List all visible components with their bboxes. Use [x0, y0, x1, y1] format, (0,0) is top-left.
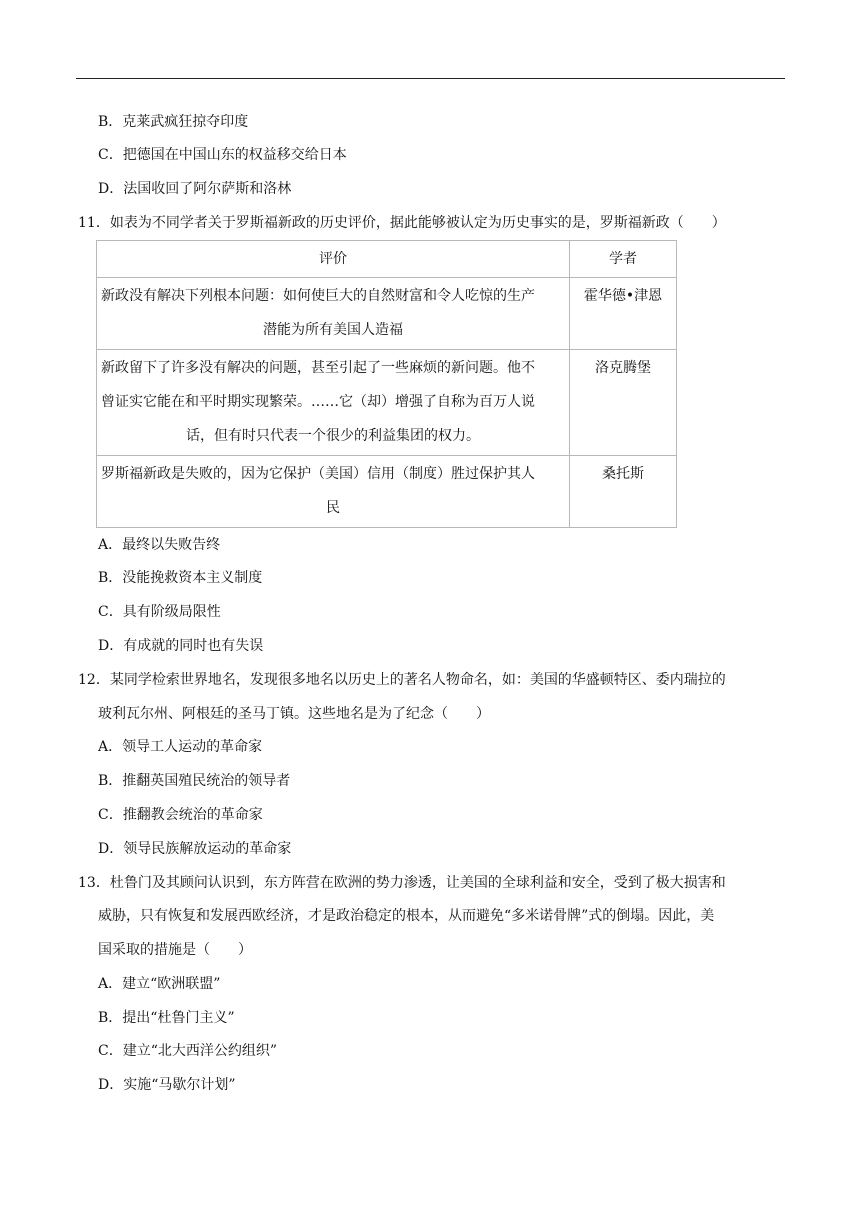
q11-option-b: B．没能挽救资本主义制度: [98, 570, 263, 586]
q13-stem-cont: 国采取的措施是（ ）: [98, 942, 252, 958]
scholar-cell: [570, 350, 677, 456]
q11-option-d: D．有成就的同时也有失误: [98, 638, 264, 654]
q10-option-d: D．法国收回了阿尔萨斯和洛林: [98, 181, 292, 197]
evaluation-line: 罗斯福新政是失败的，因为它保护（美国）信用（制度）胜过保护其人: [101, 466, 535, 482]
evaluation-cell: [97, 278, 570, 350]
q13-option-b: B．提出“杜鲁门主义”: [98, 1010, 235, 1026]
q12-stem: 12．某同学检索世界地名，发现很多地名以历史上的著名人物命名，如：美国的华盛顿特区、委内瑞拉的: [78, 672, 726, 688]
q10-option-b: B．克莱武疯狂掠夺印度: [98, 114, 249, 130]
header-scholar: 学者: [570, 241, 677, 278]
table-row: [97, 456, 677, 528]
table-row: [97, 350, 677, 456]
evaluation-line: 新政没有解决下列根本问题：如何使巨大的自然财富和令人吃惊的生产: [101, 288, 535, 304]
q12-option-b: B．推翻英国殖民统治的领导者: [98, 773, 291, 789]
evaluation-line: 新政留下了许多没有解决的问题，甚至引起了一些麻烦的新问题。他不: [101, 360, 535, 376]
q13-option-a: A．建立“欧洲联盟”: [98, 976, 221, 992]
q13-stem: 13．杜鲁门及其顾问认识到，东方阵营在欧洲的势力渗透，让美国的全球利益和安全，受到了极大损害和: [78, 875, 726, 891]
evaluation-cell: [97, 456, 570, 528]
header-rule: [76, 78, 785, 79]
q13-stem-cont: 威胁，只有恢复和发展西欧经济，才是政治稳定的根本，从而避免“多米诺骨牌”式的倒塌。因此，美: [98, 908, 715, 924]
q12-stem-cont: 玻利瓦尔州、阿根廷的圣马丁镇。这些地名是为了纪念（ ）: [98, 706, 490, 722]
q11-option-a: A．最终以失败告终: [98, 537, 221, 553]
evaluation-line: 民: [326, 500, 340, 516]
q12-option-a: A．领导工人运动的革命家: [98, 739, 263, 755]
evaluation-line: 话，但有时只代表一个很少的利益集团的权力。: [186, 428, 480, 444]
header-evaluation: 评价: [97, 241, 570, 278]
evaluation-cell: [97, 350, 570, 456]
table-row: [97, 278, 677, 350]
scholar-cell: [570, 278, 677, 350]
q11-option-c: C．具有阶级局限性: [98, 604, 221, 620]
scholar-name: 霍华德•津恩: [583, 288, 663, 304]
q11-stem: 11．如表为不同学者关于罗斯福新政的历史评价，据此能够被认定为历史事实的是，罗斯福新政（ ）: [78, 215, 726, 231]
evaluation-table: [96, 240, 677, 528]
scholar-name: 桑托斯: [602, 466, 644, 482]
q10-option-c: C．把德国在中国山东的权益移交给日本: [98, 147, 347, 163]
evaluation-line: 潜能为所有美国人造福: [263, 322, 403, 338]
q12-option-c: C．推翻教会统治的革命家: [98, 807, 263, 823]
q13-option-d: D．实施“马歇尔计划”: [98, 1077, 236, 1093]
q13-option-c: C．建立“北大西洋公约组织”: [98, 1043, 278, 1059]
scholar-name: 洛克腾堡: [595, 360, 651, 376]
scholar-cell: [570, 456, 677, 528]
evaluation-line: 曾证实它能在和平时期实现繁荣。……它（却）增强了自称为百万人说: [101, 394, 535, 410]
table-header-row: [97, 241, 677, 278]
q12-option-d: D．领导民族解放运动的革命家: [98, 841, 292, 857]
